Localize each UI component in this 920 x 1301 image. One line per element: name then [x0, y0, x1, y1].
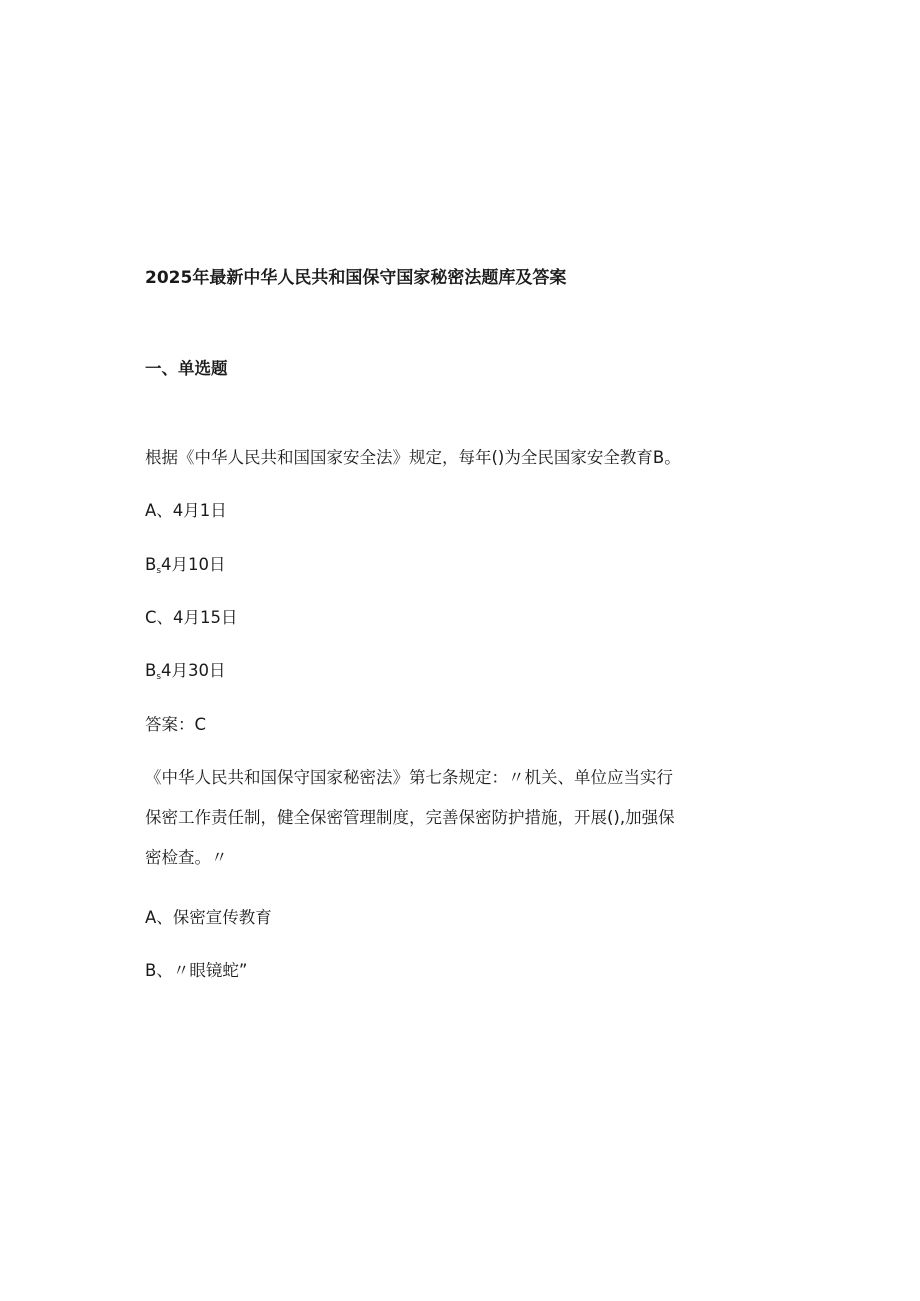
question-2-stem-line-1: 《中华人民共和国保守国家秘密法》第七条规定：〃机关、单位应当实行: [145, 768, 673, 787]
option-b-letter: B: [145, 555, 157, 574]
option-d-text: 4月30日: [161, 661, 226, 680]
option-d-letter: B: [145, 661, 157, 680]
question-1-option-b: [145, 554, 226, 582]
option-b-mark: s: [156, 566, 162, 576]
question-2-option-a: A、保密宣传教育: [145, 908, 272, 927]
question-1-option-c: C、4月15日: [145, 608, 238, 627]
option-b-text: 4月10日: [161, 555, 226, 574]
option-d-mark: s: [156, 672, 162, 682]
section-heading: 一、单选题: [145, 359, 228, 378]
question-2-stem-line-2: 保密工作责任制，健全保密管理制度，完善保密防护措施，开展(),加强保: [145, 808, 675, 827]
question-1-option-d: [145, 660, 226, 688]
question-1-stem: 根据《中华人民共和国国家安全法》规定，每年()为全民国家安全教育B。: [145, 448, 681, 467]
question-2-stem-line-3: 密检查。〃: [145, 848, 228, 867]
question-1-option-a: A、4月1日: [145, 501, 227, 520]
question-1-answer: 答案：C: [145, 715, 207, 734]
document-title: 2025年最新中华人民共和国保守国家秘密法题库及答案: [145, 268, 567, 288]
question-2-option-b: B、〃眼镜蛇”: [145, 961, 248, 980]
